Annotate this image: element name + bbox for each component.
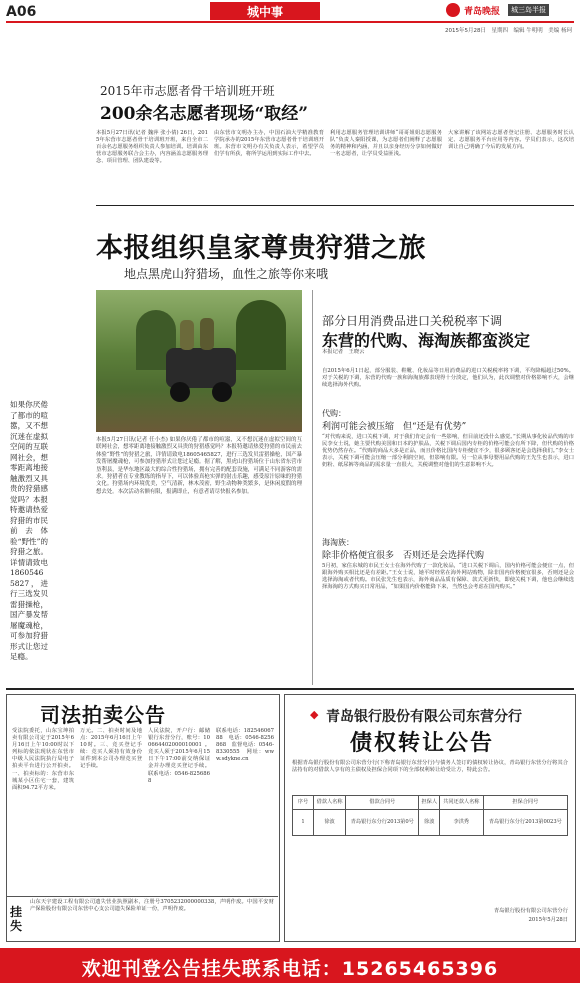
hunting-photo [96, 290, 302, 432]
table-header-cell: 共同还款人名称 [440, 796, 484, 810]
auction-col1: 受法院委托，山东宝坤拍卖有限公司定于2015年6月16日上午10:00时以下列标的依法现状在东营市中级人民法院执行局电子拍卖平台进行公开拍卖。一、拍卖标的：东营市东城某小区住宅一套，建筑面积94.72平方米。 [12, 728, 74, 791]
article2-sidebar: 如果你厌倦了都市的喧嚣，又不想沉迷在虚拟空间的互联网社会，想零距离地接触激烈又具贵的狩猎感觉吗？本报特邀请热爱狩猎的市民前去体验“野性”的狩猎之旅。详情请致电18605465827，进行三选发贝雷猎操枪，国产暴发帮屠魔魂枪，可参加狩猎形式让您过足瘾。 [10, 400, 48, 661]
article3-sub2: 海淘族： [322, 538, 354, 547]
paper-sub: 城三岛半报 [508, 4, 549, 16]
table-cell: 李洪秀 [440, 810, 484, 836]
article1-col3: 利用志愿服务管理培训讲师“哥哥姐姐志愿服务队”负责人秦阳授课，为志愿者们阐释了志愿服务的精神和内涵，并且以亲身经历分享如何做好一名志愿者，让学员受益匪浅。 [330, 130, 442, 158]
table-cell: 青岛银行东分行2013第0023号 [483, 810, 567, 836]
table-cell: 青岛银行东分行2013第0号 [346, 810, 419, 836]
table-cell: 1 [293, 810, 314, 836]
article1-col2: 由东营市文明办主办，中国石油大学精准教育学院承办的2015年东营市志愿者骨干培训班开班。东营市文明办有关负责人表示，希望学员们学有所获，将所学运用到实际工作中去。 [214, 130, 324, 158]
article3-sub1-body: “对代购来说，进口关税下调，对于我们肯定会有一些影响，但目前还没什么感觉。”长期从事化妆品代购的市民李女士说，她主要代购美国和日本的护肤品，关税下调后国内专柜的价格可能会有所下降，但代购的价格优势仍然存在。“代购的商品大多是正品，而且价格比国内专柜便宜不少，很多顾客还是会选择我们。”李女士表示，关税下调可能会压缩一部分利润空间，但影响有限。另一位从事母婴用品代购的王先生也表示，进口奶粉、纸尿裤等商品的需求量一直很大，关税调整对他们的生意影响不大。 [322, 434, 574, 469]
section-title: 城中事 [246, 5, 283, 19]
article1-headline: 200余名志愿者现场“取经” [100, 104, 309, 124]
article3-sub2-head: 除非价格便宜很多 否则还是会选择代购 [322, 551, 485, 561]
column-divider [312, 290, 313, 685]
page-number: A06 [6, 4, 37, 20]
article3-sub2-body: 5月初，家住东城的市民王女士在海外代购了一款化妆品，“进口关税下调后，国内价格可能会便宜一点，但跟海外购买相比还是有差距。”王女士说，她平时经常在海外网站购物，除非国内价格便宜很多，否则还是会选择海淘或者代购。市民张先生也表示，海外商品品质有保障、款式更新快，即使关税下调，他也会继续选择海淘的方式购买日常用品，“如果国内价格能降下来，当然也会考虑在国内购买。” [322, 563, 574, 591]
bank-title-top: 青岛银行股份有限公司东营分行 [326, 709, 522, 725]
auction-col4: 联系电话：18254606788 电话：0546-8256868 监督电话：0546-8330555 网址：www.sdykne.cn [216, 728, 274, 763]
table-header-cell: 序号 [293, 796, 314, 810]
header-rule [6, 21, 574, 23]
auction-col2: 万元。二、拍卖时间及地点：2015年6月16日上午10时。三、竞买登记手续：竞买人须持有效身份证件到本公司办理竞买登记手续。 [80, 728, 142, 770]
article3-lead: 自2015年6月1日起，部分服装、鞋靴、化妆品等日用消费品的进口关税税率将下调，平均降幅超过50%。对于关税的下调，东营的代购一族和海淘族都表现得十分淡定，他们认为，此次调整对价格影响不大，会继续选择海外代购。 [322, 368, 574, 389]
wheel-icon [170, 382, 190, 402]
table-cell: 徐波 [419, 810, 440, 836]
newspaper-logo-icon [446, 3, 460, 17]
table-header-cell: 借款合同号 [346, 796, 419, 810]
person-icon [180, 320, 194, 350]
table-header-row [293, 796, 568, 810]
section-rule [6, 688, 574, 690]
article1-col1: 本报5月27日讯(记者 魏萍 张小倩) 26日，2015年东营市志愿者骨干培训班开班，来自全市二百余名志愿服务组织负责人参加培训。培训由东营市志愿服务联合会主办，内容涵盖志愿服务理念、项目管理、团队建设等。 [96, 130, 208, 165]
bank-intro: 根据青岛银行股份有限公司东营分行(下称青岛银行东营分行)与债务人签订的债权转让协议，青岛银行东营分行将其合法持有的对借款人享有的主债权及担保合同项下的全部权利转让给受让方，特此公告。 [292, 760, 568, 774]
loss-notice: 山东天宇建设工程有限公司遗失营业执照副本，注册号3705232000000338，声明作废。中国平安财产保险股份有限公司东营中心支公司遗失保险单证一份，声明作废。 [30, 899, 274, 913]
article3-kicker: 部分日用消费品进口关税税率下调 [322, 314, 503, 328]
article3-byline: 本报记者 王晓云 [322, 349, 365, 355]
contact-banner [0, 948, 580, 983]
table-header-cell: 借款人名称 [314, 796, 346, 810]
article2-subhead: 地点黑虎山狩猎场，血性之旅等你来哦 [124, 267, 329, 281]
person-icon [200, 318, 214, 350]
banner-text: 欢迎刊登公告挂失联系电话：15265465396 [81, 958, 499, 980]
loss-rule [6, 896, 278, 897]
photo-tree-icon [236, 300, 286, 370]
meta-line: 2015年5月28日 星期四 编辑 牛明明 美编 杨珂 [445, 28, 572, 34]
table-cell: 徐波 [314, 810, 346, 836]
article1-rule [96, 205, 574, 206]
wheel-icon [212, 382, 232, 402]
article3-headline: 东营的代购、海淘族都蛮淡定 [322, 331, 531, 350]
table-header-cell: 担保人 [419, 796, 440, 810]
loss-label: 挂失 [10, 905, 23, 933]
table-row [293, 810, 568, 836]
article3-sub1: 代购： [322, 409, 346, 418]
article2-headline: 本报组织皇家尊贵狩猎之旅 [96, 233, 426, 264]
auction-col3: 人民法院，开户行：邮储银行东营分行，账号：100664402000010001。竞买人须于2015年6月15日下午17:00前交纳保证金并办理竞买登记手续。联系电话：0546-8256868 [148, 728, 210, 784]
bank-table [292, 795, 568, 836]
article2-body: 本报5月27日讯(记者 任小杰) 如果你厌倦了都市的喧嚣，又不想沉迷在虚拟空间的互联网社会，想零距离地接触激烈又具贵的狩猎感觉吗？本报特邀请热爱狩猎的市民前去体验“野性”的狩猎之旅，详情请致电18605465827，进行三选发贝雷猎操枪，国产暴发帮屠魔魂枪，可参加狩猎形式让您过足瘾。据了解，黑虎山狩猎场位于山东省东营市垦利县，是华东地区最大的综合性狩猎场，拥有完善的配套设施，可满足不同游客的需求。狩猎者在专业教练的指导下，可以体验真枪实弹的射击乐趣，感受原汁原味的狩猎文化。狩猎场内环境优美，空气清新，林木茂密，野生动物种类繁多，是休闲度假的理想去处。本次活动名额有限，报满即止，有意者请尽快报名参加。 [96, 437, 302, 495]
article1-kicker: 2015年市志愿者骨干培训班开班 [100, 84, 275, 98]
table-header-cell: 担保合同号 [483, 796, 567, 810]
bank-title-main: 债权转让公告 [350, 730, 495, 756]
bank-logo-icon: ◆ [310, 708, 319, 721]
auction-title: 司法拍卖公告 [40, 703, 166, 727]
article3-sub1-head: 利润可能会被压缩 但“还是有优势” [322, 422, 467, 432]
bank-footer: 青岛银行股份有限公司东营分行 [493, 908, 568, 914]
paper-brand: 青岛晚报 [464, 7, 501, 17]
bank-date: 2015年5月28日 [528, 917, 568, 923]
section-tab [210, 2, 320, 20]
article1-col4: 大家讲解了该网站志愿者登记注册、志愿服务时长认定、志愿服务平台应用等内容。学员们表示，这次培训让自己明确了今后的发展方向。 [448, 130, 574, 151]
